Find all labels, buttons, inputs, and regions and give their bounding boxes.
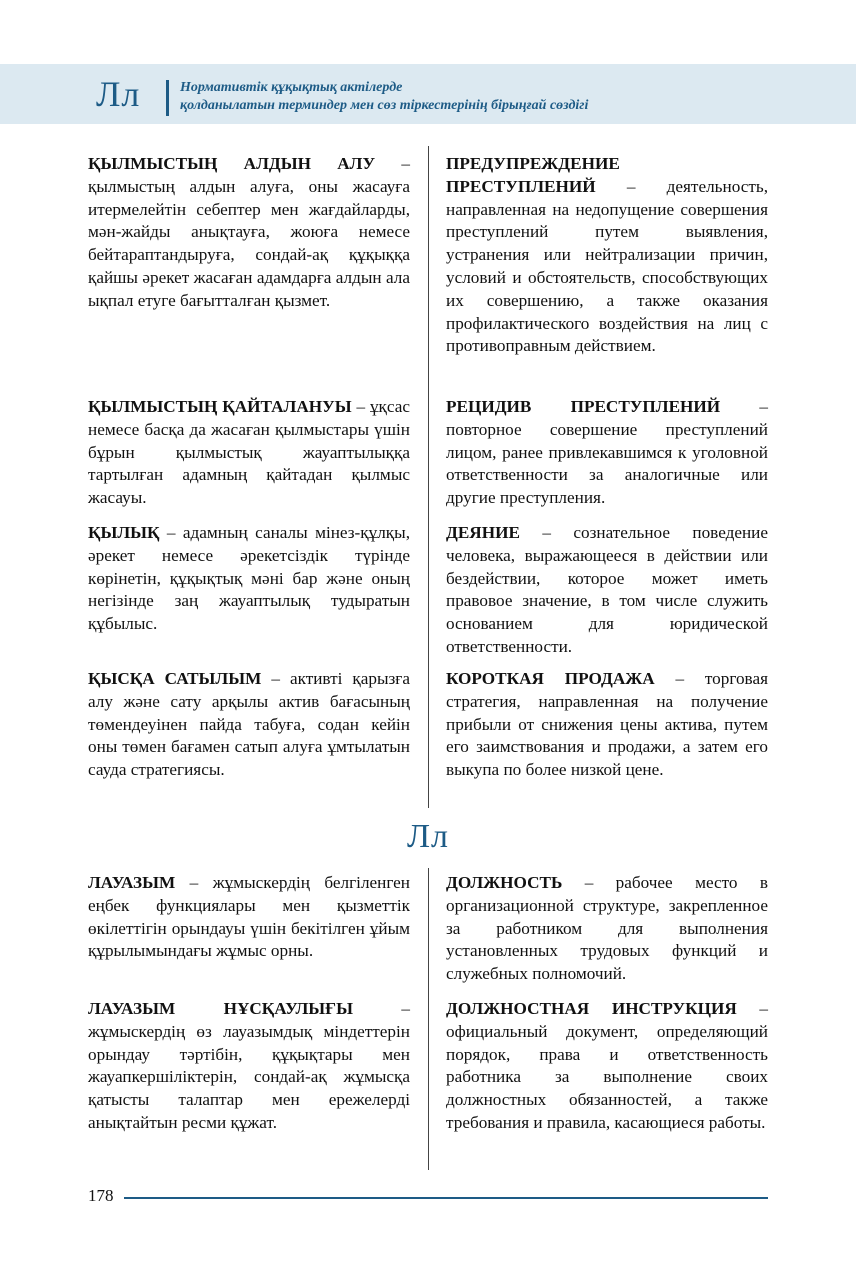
entry-term: ПРЕДУПРЕЖДЕНИЕ ПРЕСТУПЛЕНИЙ [446, 154, 620, 196]
entry-kz: ЛАУАЗЫМ – жұмыскердің белгіленген еңбек функциялары мен қызметтік өкілеттігін орындауы үшін бекітілген ұйым құрылымындағы жұмыс орны. [88, 873, 411, 961]
entry-kz: ЛАУАЗЫМ НҰСҚАУЛЫҒЫ – жұмыскердің өз лауазымдық міндеттерін орындау тәртібін, құқықтары мен жауапкершіліктерін, сондай-ақ жұмысқа қатысты талаптар мен ережелерді анықтайтын ресми құжат. [88, 999, 410, 1132]
entry-definition: қылмыстың алдын алуға, оны жасауға итермелейтін себептер мен жағдайларды, мән-жайды анықтауға, жоюға немесе бейтараптандыруға, сондай-ақ құқыққа қайшы әрекет жасаған адамдарға алдын ала ықпал етуге бағытталған қызмет. [88, 176, 410, 310]
entry-kz: ҚЫЛЫҚ – адамның саналы мінез-құлқы, әрекет немесе әрекетсіздік түрінде көрінетін, құқықтық мәні бар және оның негізінде заң жауаптылық тудыратын құбылыс. [88, 523, 410, 634]
entry-ru: РЕЦИДИВ ПРЕСТУПЛЕНИЙ – повторное совершение преступлений лицом, ранее привлекавшимся к уголовной ответственности за аналогичные или другие преступления. [446, 397, 768, 508]
entry-definition: активті қарызға алу және сату арқылы актив бағасының төмендеуінен пайда табуға, содан кейін оны төмен бағамен сатып алуға ұмтылатын сауда стратегиясы. [88, 669, 410, 780]
entry-definition: рабочее место в организационной структуре, закрепленное за работником для выполнения установленных трудовых функций и служебных полномочий. [446, 873, 768, 984]
entry-term: ҚЫЛЫҚ [88, 523, 160, 542]
page-number: 178 [88, 1186, 114, 1205]
entry-term: ДЕЯНИЕ [446, 523, 520, 542]
entry-definition: адамның саналы мінез-құлқы, әрекет немесе әрекетсіздік түрінде көрінетін, құқықтық мәні бар және оның негізінде заң жауаптылық тудыратын құбылыс. [88, 523, 410, 634]
entry-definition: деятельность, направленная на недопущение совершения преступлений путем выявления, устранения или нейтрализации причин, условий и обстоятельств, способствующих их совершению, а также оказания профилактического воздействия на лиц с противоправным действием. [446, 176, 768, 356]
entry-ru: КОРОТКАЯ ПРОДАЖА – торговая стратегия, направленная на получение прибыли от снижения цены актива, путем его заимствования и продажи, а затем его выкупа по более низкой цене. [446, 669, 768, 780]
entry-term: КОРОТКАЯ ПРОДАЖА [446, 669, 655, 688]
entry-definition: ұқсас немесе басқа да жасаған қылмыстары үшін бұрын қылмыстық жауаптылыққа тартылған адамның қайтадан қылмыс жасауы. [88, 397, 410, 508]
entry-kz: ҚЫСҚА САТЫЛЫМ – активті қарызға алу және сату арқылы актив бағасының төмендеуінен пайда табуға, содан кейін оны төмен бағамен сатып алуға ұмтылатын сауда стратегиясы. [88, 669, 410, 780]
footer-rule [124, 1197, 768, 1199]
entry-kz: ҚЫЛМЫСТЫҢ ҚАЙТАЛАНУЫ – ұқсас немесе басқа да жасаған қылмыстары үшін бұрын қылмыстық жауаптылыққа тартылған адамның қайтадан қылмыс жасауы. [88, 397, 410, 508]
entry-term: ҚЫСҚА САТЫЛЫМ [88, 669, 262, 688]
header-section-letter: Лл [96, 74, 141, 114]
entry-definition: повторное совершение преступлений лицом, ранее привлекавшимся к уголовной ответственности за аналогичные или другие преступления. [446, 419, 768, 508]
entry-definition: сознательное поведение человека, выражающееся в действии или бездействии, которое может иметь правовое значение, в том числе служить основанием для юридической ответственности. [446, 523, 768, 656]
entry-ru: ДОЛЖНОСТЬ – рабочее место в организационной структуре, закрепленное за работником для выполнения установленных трудовых функций и служебных полномочий. [446, 873, 768, 984]
entry-term: ЛАУАЗЫМ НҰСҚАУЛЫҒЫ [88, 999, 353, 1018]
entry-ru: ПРЕДУПРЕЖДЕНИЕ ПРЕСТУПЛЕНИЙ – деятельность, направленная на недопущение совершения преступлений путем выявления, устранения или нейтрализации причин, условий и обстоятельств, способствующих их совершению, а также оказания профилактического воздействия на лиц с противоправным действием. [446, 154, 768, 356]
header-title-line-1: Нормативтік құқықтық актілерде [180, 80, 403, 95]
column-divider-bottom [428, 868, 429, 1170]
entry-definition: жұмыскердің өз лауазымдық міндеттерін орындау тәртібін, құқықтары мен жауапкершіліктерін, сондай-ақ жұмысқа қатысты талаптар мен ережелерді анықтайтын ресми құжат. [88, 1021, 410, 1132]
entry-kz: ҚЫЛМЫСТЫҢ АЛДЫН АЛУ – қылмыстың алдын алуға, оны жасауға итермелейтін себептер мен жағдайларды, мән-жайды анықтауға, жоюға немесе бейтараптандыруға, сондай-ақ құқыққа қайшы әрекет жасаған адамдарға алдын ала ықпал етуге бағытталған қызмет. [88, 154, 411, 310]
entry-definition: жұмыскердің белгіленген еңбек функциялары мен қызметтік өкілеттігін орындауы үшін бекітілген ұйым құрылымындағы жұмыс орны. [88, 873, 411, 961]
header-title [180, 79, 588, 115]
entry-term: ҚЫЛМЫСТЫҢ АЛДЫН АЛУ [88, 154, 376, 173]
entry-term: ДОЛЖНОСТЬ [446, 873, 563, 892]
entry-term: ДОЛЖНОСТНАЯ ИНСТРУКЦИЯ [446, 999, 737, 1018]
header-title-line-2: қолданылатын терминдер мен сөз тіркестерінің бірыңғай сөздігі [180, 98, 589, 113]
entry-term: ҚЫЛМЫСТЫҢ ҚАЙТАЛАНУЫ [88, 397, 352, 416]
header-divider [166, 80, 169, 116]
section-heading-letter: Лл [406, 818, 450, 855]
entry-ru: ДОЛЖНОСТНАЯ ИНСТРУКЦИЯ – официальный документ, определяющий порядок, права и ответственность работника за выполнение своих должностных обязанностей, а также требования и правила, касающиеся работы. [446, 999, 768, 1132]
entry-term: РЕЦИДИВ ПРЕСТУПЛЕНИЙ [446, 397, 721, 416]
entry-definition: официальный документ, определяющий порядок, права и ответственность работника за выполнение своих должностных обязанностей, а также требования и правила, касающиеся работы. [446, 1021, 768, 1132]
entry-definition: торговая стратегия, направленная на получение прибыли от снижения цены актива, путем его заимствования и продажи, а затем его выкупа по более низкой цене. [446, 669, 768, 780]
column-divider-top [428, 146, 429, 808]
entry-term: ЛАУАЗЫМ [88, 873, 176, 892]
entry-ru: ДЕЯНИЕ – сознательное поведение человека, выражающееся в действии или бездействии, которое может иметь правовое значение, в том числе служить основанием для юридической ответственности. [446, 523, 768, 656]
